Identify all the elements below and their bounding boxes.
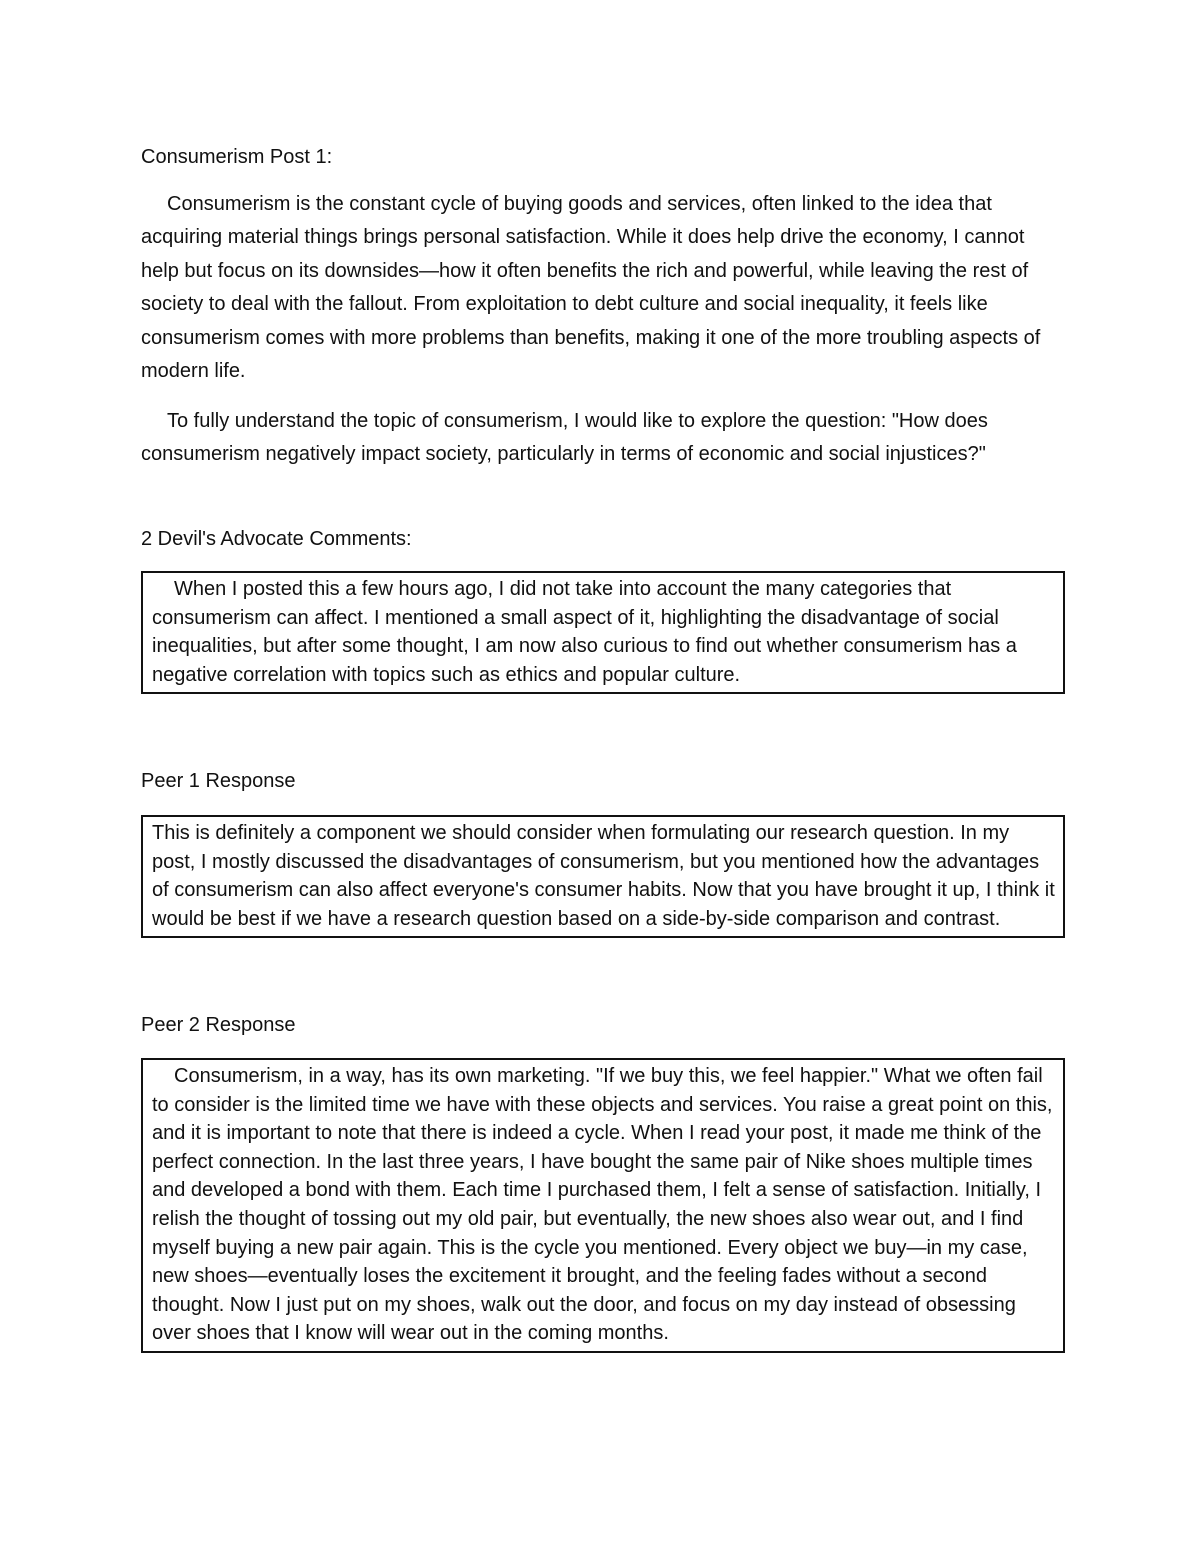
post-paragraph-definition: Consumerism is the constant cycle of buying goods and services, often linked to the idea that acquiring material things brings personal satisfaction. While it does help drive the economy, I cannot help but focus on its downsides—how it often benefits the rich and powerful, while leaving the rest of society to deal with the fallout. From exploitation to debt culture and social inequality, it feels like consumerism comes with more problems than benefits, making it one of the more troubling aspects of modern life.	[141, 193, 1041, 383]
post-title: Consumerism Post 1:	[141, 146, 333, 168]
post-paragraph-research-question: To fully understand the topic of consumerism, I would like to explore the question: "How does consumerism negatively impact society, particularly in terms of economic and social injustices?"	[141, 410, 988, 466]
peer-2-heading: Peer 2 Response	[141, 1014, 296, 1036]
devils-advocate-heading: 2 Devil's Advocate Comments:	[141, 528, 412, 550]
peer-2-response-box: Consumerism, in a way, has its own marketing. "If we buy this, we feel happier." What we often fail to consider is the limited time we have with these objects and services. You raise a great point on this, and it is important to note that there is indeed a cycle. When I read your post, it made me think of the perfect connection. In the last three years, I have bought the same pair of Nike shoes multiple times and developed a bond with them. Each time I purchased them, I felt a sense of satisfaction. Initially, I relish the thought of tossing out my old pair, but eventually, the new shoes also wear out, and I find myself buying a new pair again. This is the cycle you mentioned. Every object we buy—in my case, new shoes—eventually loses the excitement it brought, and the feeling fades without a second thought. Now I just put on my shoes, walk out the door, and focus on my day instead of obsessing over shoes that I know will wear out in the coming months.	[141, 1058, 1065, 1353]
peer-1-heading: Peer 1 Response	[141, 770, 296, 792]
devils-advocate-comment-box: When I posted this a few hours ago, I did not take into account the many categories that consumerism can affect. I mentioned a small aspect of it, highlighting the disadvantage of social inequalities, but after some thought, I am now also curious to find out whether consumerism has a negative correlation with topics such as ethics and popular culture.	[141, 571, 1065, 694]
peer-1-response-box: This is definitely a component we should consider when formulating our research question. In my post, I mostly discussed the disadvantages of consumerism, but you mentioned how the advantages of consumerism can also affect everyone's consumer habits. Now that you have brought it up, I think it would be best if we have a research question based on a side-by-side comparison and contrast.	[141, 815, 1065, 938]
